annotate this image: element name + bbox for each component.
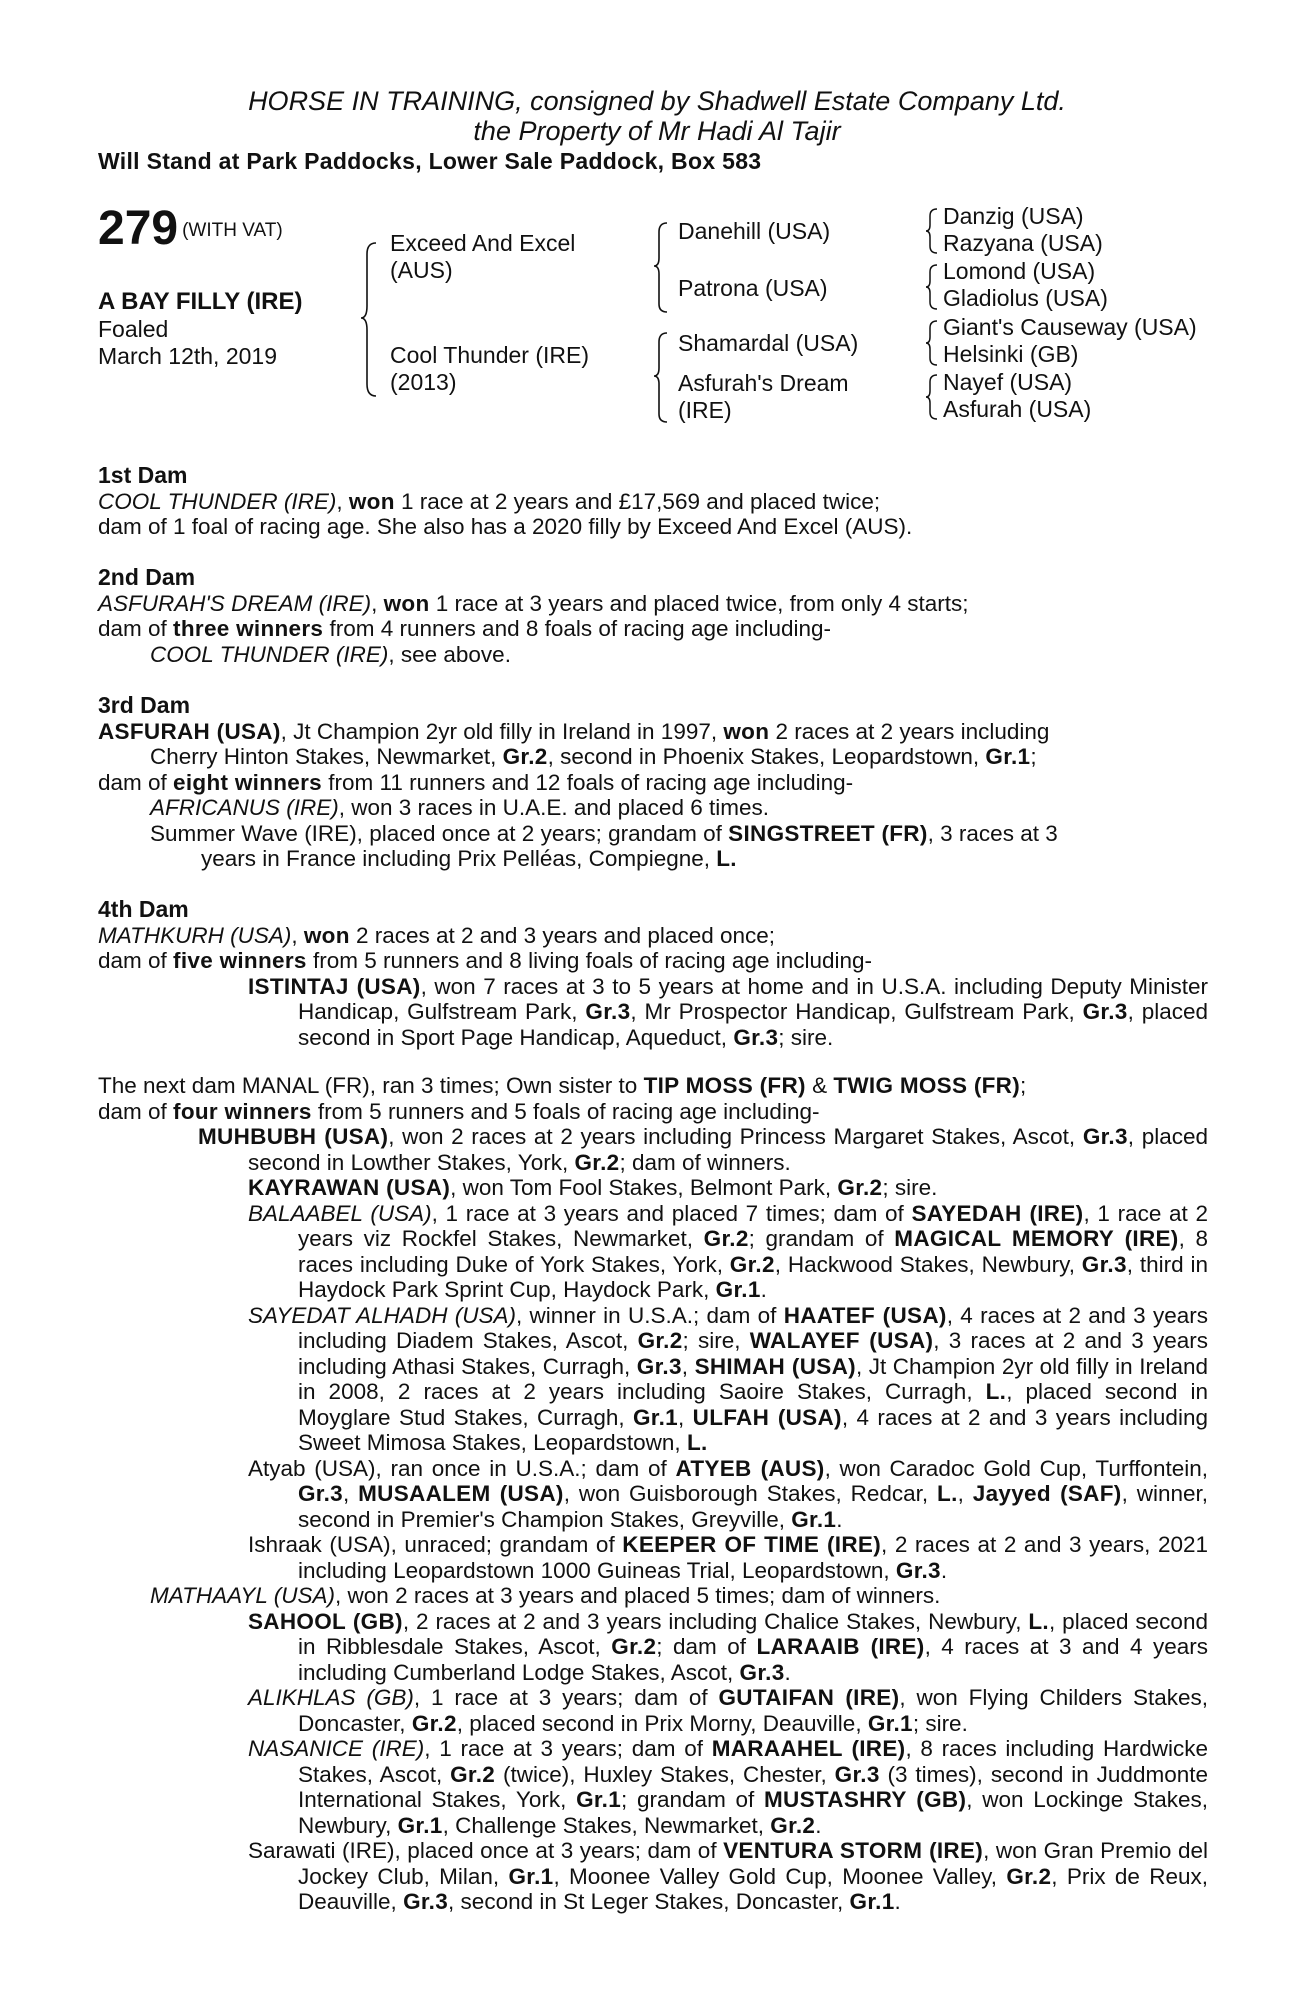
text: ; sire.: [882, 1175, 938, 1200]
text: , 1 race at 3 years; dam of: [424, 1736, 712, 1761]
text: , won 7 races at 3 to 5 years at home and in U.S.A. including Deputy Minister Handicap, Gulfstream Park,: [298, 973, 1209, 1024]
text: dam of: [98, 616, 174, 641]
progeny-name: KEEPER OF TIME (IRE): [622, 1532, 881, 1557]
progeny-africanus: [98, 795, 1208, 821]
text: from 11 runners and 12 foals of racing age including-: [321, 769, 854, 795]
progeny-name: ISTINTAJ (USA): [248, 973, 421, 999]
progeny-name: MUSTASHRY (GB): [764, 1787, 967, 1812]
dam-name-mathkurh: MATHKURH (USA): [98, 922, 292, 948]
text: dam of: [98, 948, 174, 973]
text: , Jt Champion 2yr old filly in Ireland in 1997,: [280, 718, 724, 744]
sire-name: Exceed And Excel: [390, 230, 576, 256]
text: , won Gran Premio del Jockey Club, Milan,: [298, 1838, 1208, 1889]
grade: Gr.2: [411, 1710, 457, 1736]
next-dam-produce: [98, 1099, 1208, 1125]
dam-name: Cool Thunder (IRE): [390, 342, 589, 368]
text: from 5 runners and 8 living foals of racing age including-: [306, 948, 873, 973]
grade: Gr.3: [834, 1761, 880, 1787]
text: ,: [342, 1481, 359, 1506]
text: ,: [681, 1353, 695, 1379]
grade: Gr.2: [770, 1812, 816, 1838]
progeny-alikhlas: [98, 1685, 1208, 1736]
grade: Gr.3: [585, 999, 631, 1024]
grade: L.: [937, 1481, 958, 1506]
text: years in France including Prix Pelléas, Compiegne,: [201, 846, 717, 871]
pedigree-dam-sire: Shamardal (USA): [678, 330, 859, 356]
progeny-name: SINGSTREET (FR): [728, 820, 928, 846]
progeny-name: ULFAH (USA): [692, 1404, 842, 1430]
text: , Jt Champion 2yr old filly in Ireland in 2008, 2 races at 2 years including Saoire Stakes, Curragh,: [298, 1353, 1209, 1404]
grade: Gr.2: [637, 1328, 683, 1353]
text: ;: [1030, 744, 1037, 769]
grade: L.: [1028, 1608, 1049, 1634]
text: .: [784, 1659, 791, 1685]
progeny-mathaayl: [98, 1583, 1208, 1609]
progeny-sarawati: [98, 1838, 1208, 1915]
grade: L.: [716, 846, 737, 871]
fourth-dam-produce: [98, 948, 1208, 974]
pedigree-dam-dam: [678, 370, 849, 424]
text: , 3 races at 2 and 3 years including Athasi Stakes, Curragh,: [298, 1328, 1208, 1379]
lot-number-block: [98, 203, 283, 257]
progeny-name: HAATEF (USA): [783, 1302, 947, 1328]
text: , 8 races including Duke of York Stakes, York,: [298, 1226, 1208, 1277]
grade: Gr.2: [837, 1175, 883, 1200]
text: .: [760, 1277, 767, 1302]
text: , 3 races at 3: [927, 820, 1058, 846]
text: Cherry Hinton Stakes, Newmarket,: [150, 744, 503, 769]
text: ,: [371, 590, 384, 616]
progeny-name: SAYEDAH (IRE): [911, 1200, 1084, 1226]
grade: Gr.1: [985, 744, 1031, 769]
winners-count: five winners: [173, 948, 307, 973]
text: , second in St Leger Stakes, Doncaster,: [448, 1889, 850, 1914]
text: , second in Phoenix Stakes, Leopardstown,: [547, 744, 986, 769]
second-dam-section: [98, 565, 1208, 667]
text: Sarawati (IRE), placed once at 3 years; dam of: [248, 1838, 724, 1863]
text: ; dam of: [656, 1634, 757, 1659]
text: , placed second in Ribblesdale Stakes, Ascot,: [298, 1608, 1208, 1659]
text: ; grandam of: [621, 1787, 764, 1812]
progeny-istintaj: [98, 974, 1208, 1051]
vat-note: (WITH VAT): [182, 220, 283, 241]
text: , 1 race at 2 years viz Rockfel Stakes, Newmarket,: [298, 1200, 1208, 1251]
text: , won Guisborough Stakes, Redcar,: [563, 1481, 938, 1506]
text: , Challenge Stakes, Newmarket,: [442, 1812, 771, 1838]
text: ,: [677, 1404, 693, 1430]
text: , placed second in Lowther Stakes, York,: [248, 1124, 1208, 1175]
progeny-name: MARAAHEL (IRE): [711, 1736, 906, 1761]
dam-dam-country: (IRE): [678, 397, 732, 423]
progeny-name: Jayyed (SAF): [972, 1481, 1122, 1506]
winners-count: three winners: [173, 616, 324, 641]
won-label: won: [348, 488, 395, 514]
text: ,: [957, 1481, 973, 1506]
dam-name-cool-thunder: COOL THUNDER (IRE): [98, 488, 337, 514]
text: &: [805, 1073, 834, 1098]
progeny-name: AFRICANUS (IRE): [150, 795, 339, 820]
text: , 1 race at 3 years; dam of: [413, 1685, 719, 1710]
text: 2 races at 2 years including: [769, 718, 1050, 744]
pedigree-sire-sire: Danehill (USA): [678, 218, 831, 244]
grade: Gr.1: [576, 1787, 622, 1812]
grade: L.: [985, 1379, 1007, 1404]
text: from 4 runners and 8 foals of racing age including-: [323, 616, 832, 641]
dam-year: (2013): [390, 369, 457, 395]
pedigree-bracket-ss: [925, 206, 941, 256]
consignor-line: HORSE IN TRAINING, consigned by Shadwell Estate Company Ltd.: [248, 86, 1066, 116]
text: .: [894, 1889, 901, 1914]
fourth-dam-section: [98, 897, 1208, 1050]
text: , winner in U.S.A.; dam of: [516, 1302, 784, 1328]
progeny-ishraak: [98, 1532, 1208, 1583]
third-dam-line-cont: [98, 744, 1208, 770]
grade: Gr.2: [450, 1761, 496, 1787]
pedigree-bracket-ds: [925, 318, 941, 368]
grade: Gr.2: [611, 1634, 657, 1659]
first-dam-section: [98, 463, 1208, 540]
grade: Gr.2: [703, 1226, 749, 1251]
progeny-name: VENTURA STORM (IRE): [723, 1838, 984, 1863]
text: , 2 races at 2 and 3 years, 2021 including Leopardstown 1000 Guineas Trial, Leopardstown,: [298, 1532, 1209, 1583]
text: 1 race at 2 years and £17,569 and placed twice;: [394, 488, 881, 514]
grade: Gr.2: [729, 1251, 775, 1277]
text: , Mr Prospector Handicap, Gulfstream Park,: [630, 999, 1083, 1024]
horse-name-twig-moss: TWIG MOSS (FR): [833, 1073, 1021, 1098]
progeny-kayrawan: [98, 1175, 1208, 1201]
grade: Gr.2: [574, 1149, 620, 1175]
pedigree-dds: Nayef (USA): [943, 369, 1073, 395]
text: , won 2 races at 2 years including Princess Margaret Stakes, Ascot,: [388, 1124, 1083, 1149]
grade: Gr.1: [715, 1277, 761, 1302]
progeny-name: ATYEB (AUS): [675, 1455, 825, 1481]
text: , 4 races at 2 and 3 years including Sweet Mimosa Stakes, Leopardstown,: [298, 1404, 1208, 1455]
winners-count: four winners: [173, 1098, 312, 1124]
progeny-name: MATHAAYL (USA): [150, 1583, 336, 1608]
text: .: [940, 1557, 948, 1583]
text: , Moonee Valley Gold Cup, Moonee Valley,: [553, 1863, 1007, 1889]
text: ; sire.: [912, 1710, 968, 1736]
dam-name-asfurahs-dream: ASFURAH'S DREAM (IRE): [98, 590, 372, 616]
text: ; sire,: [682, 1328, 750, 1353]
second-dam-produce: [98, 616, 1208, 642]
won-label: won: [303, 922, 350, 948]
foaled-info: [98, 316, 277, 370]
grade: Gr.2: [1006, 1863, 1052, 1889]
progeny-name: SAYEDAT ALHADH (USA): [248, 1302, 516, 1328]
grade: Gr.3: [403, 1889, 449, 1914]
text: , Prix de Reux, Deauville,: [298, 1863, 1209, 1914]
text: , won Flying Childers Stakes, Doncaster,: [298, 1685, 1208, 1736]
progeny-muhbubh: [98, 1124, 1208, 1175]
won-label: won: [383, 590, 430, 616]
pedigree-bracket-sire: [653, 220, 673, 320]
first-dam-line: [98, 489, 1208, 515]
text: ; sire.: [778, 1024, 834, 1050]
text: The next dam MANAL (FR), ran 3 times; Own sister to: [98, 1073, 644, 1098]
grade: Gr.3: [1082, 1124, 1128, 1149]
progeny-name: MUSAALEM (USA): [358, 1481, 564, 1506]
progeny-name: KAYRAWAN (USA): [248, 1175, 451, 1200]
progeny-sayedat-alhadh: [98, 1303, 1208, 1456]
grade: Gr.1: [791, 1506, 837, 1532]
pedigree-ddd: Asfurah (USA): [943, 396, 1092, 422]
text: .: [815, 1812, 822, 1838]
grade: Gr.3: [1081, 1251, 1127, 1277]
text: Ishraak (USA), unraced; grandam of: [248, 1532, 623, 1557]
foaled-date: March 12th, 2019: [98, 343, 278, 369]
text: ; dam of winners.: [619, 1149, 791, 1175]
text: , placed second in Moyglare Stud Stakes, Curragh,: [298, 1379, 1209, 1430]
text: , 8 races including Hardwicke Stakes, Ascot,: [298, 1736, 1208, 1787]
text: , placed second in Prix Morny, Deauville,: [456, 1710, 868, 1736]
progeny-name: LARAAIB (IRE): [756, 1634, 925, 1659]
winners-count: eight winners: [173, 769, 322, 795]
foaled-label: Foaled: [98, 316, 169, 342]
text: , Hackwood Stakes, Newbury,: [774, 1251, 1082, 1277]
progeny-summer-wave-cont: [98, 846, 1208, 872]
pedigree-dss: Giant's Causeway (USA): [943, 314, 1197, 340]
dam-name-asfurah: ASFURAH (USA): [98, 718, 281, 744]
next-dam-line: [98, 1073, 1208, 1099]
text: , won 3 races in U.A.E. and placed 6 times.: [338, 795, 769, 820]
pedigree-bracket-sd: [925, 262, 941, 312]
pedigree-dsd: Helsinki (GB): [943, 341, 1079, 367]
text: (twice), Huxley Stakes, Chester,: [495, 1761, 835, 1787]
text: ;: [1020, 1073, 1027, 1098]
second-dam-line: [98, 591, 1208, 617]
won-label: won: [723, 718, 770, 744]
grade: Gr.1: [508, 1863, 554, 1889]
pedigree-ssd: Razyana (USA): [943, 230, 1103, 256]
progeny-name: COOL THUNDER (IRE): [150, 641, 389, 667]
pedigree-sire: [390, 230, 575, 284]
text: (3 times), second in Juddmonte International Stakes, York,: [298, 1761, 1208, 1812]
pedigree-dam: [390, 342, 589, 396]
progeny-sahool: [98, 1609, 1208, 1686]
progeny-summer-wave: [98, 821, 1208, 847]
text: ; grandam of: [748, 1226, 895, 1251]
text: 2 races at 2 and 3 years and placed once;: [349, 922, 776, 948]
pedigree-bracket-dd: [925, 372, 941, 422]
text: Summer Wave (IRE), placed once at 2 years; grandam of: [150, 820, 729, 846]
pedigree-bracket-dam: [653, 330, 673, 430]
progeny-atyab: [98, 1456, 1208, 1533]
text: dam of: [98, 769, 174, 795]
text: dam of: [98, 1098, 174, 1124]
third-dam-section: [98, 693, 1208, 872]
fourth-dam-line: [98, 923, 1208, 949]
text: , placed second in Sport Page Handicap, Aqueduct,: [298, 999, 1208, 1050]
text: , winner, second in Premier's Champion Stakes, Greyville,: [298, 1481, 1208, 1532]
pedigree-sire-dam: Patrona (USA): [678, 275, 828, 301]
progeny-name: MUHBUBH (USA): [198, 1124, 389, 1149]
pedigree-bracket-main: [360, 240, 390, 400]
horse-name: A BAY FILLY (IRE): [98, 288, 303, 315]
progeny-name: ALIKHLAS (GB): [248, 1685, 414, 1710]
fourth-dam-heading: 4th Dam: [98, 896, 189, 922]
progeny-balaabel: [98, 1201, 1208, 1303]
first-dam-heading: 1st Dam: [98, 462, 188, 488]
pedigree-sds: Lomond (USA): [943, 258, 1096, 284]
text: , won Caradoc Gold Cup, Turffontein,: [824, 1455, 1208, 1481]
third-dam-line: [98, 719, 1208, 745]
property-line: the Property of Mr Hadi Al Tajir: [473, 116, 841, 146]
progeny-name: NASANICE (IRE): [248, 1736, 425, 1761]
text: , see above.: [388, 641, 511, 667]
progeny-name: WALAYEF (USA): [749, 1328, 934, 1353]
text: , 2 races at 2 and 3 years including Chalice Stakes, Newbury,: [402, 1608, 1029, 1634]
dam-dam-name: Asfurah's Dream: [678, 370, 849, 396]
horse-name-tip-moss: TIP MOSS (FR): [643, 1073, 806, 1098]
text: .: [836, 1506, 843, 1532]
third-dam-heading: 3rd Dam: [98, 692, 191, 718]
grade: Gr.3: [636, 1353, 682, 1379]
stand-location: Will Stand at Park Paddocks, Lower Sale Paddock, Box 583: [98, 148, 762, 174]
progeny-name: BALAABEL (USA): [248, 1200, 432, 1226]
second-dam-progeny: [98, 642, 1208, 668]
grade: Gr.3: [895, 1557, 941, 1583]
text: 1 race at 3 years and placed twice, from only 4 starts;: [429, 590, 969, 616]
text: , 1 race at 3 years and placed 7 times; dam of: [431, 1200, 912, 1226]
grade: Gr.3: [733, 1024, 779, 1050]
text: ,: [291, 922, 304, 948]
third-dam-produce: [98, 770, 1208, 796]
progeny-name: MAGICAL MEMORY (IRE): [894, 1226, 1179, 1251]
grade: Gr.1: [633, 1404, 678, 1430]
next-dam-section: [98, 1073, 1208, 1915]
text: , won 2 races at 3 years and placed 5 times; dam of winners.: [335, 1583, 941, 1608]
grade: Gr.3: [298, 1481, 343, 1506]
grade: Gr.3: [739, 1659, 785, 1685]
pedigree-sdd: Gladiolus (USA): [943, 285, 1108, 311]
grade: Gr.1: [397, 1812, 443, 1838]
grade: Gr.3: [1082, 999, 1128, 1024]
progeny-name: GUTAIFAN (IRE): [718, 1685, 900, 1710]
second-dam-heading: 2nd Dam: [98, 564, 196, 590]
text: Atyab (USA), ran once in U.S.A.; dam of: [248, 1455, 676, 1481]
grade: L.: [686, 1430, 708, 1455]
sire-country: (AUS): [390, 257, 453, 283]
text: , won Lockinge Stakes, Newbury,: [298, 1787, 1209, 1838]
grade: Gr.1: [849, 1889, 895, 1914]
progeny-nasanice: [98, 1736, 1208, 1838]
grade: Gr.2: [502, 744, 548, 769]
text: from 5 runners and 5 foals of racing age including-: [311, 1098, 820, 1124]
text: , 4 races at 3 and 4 years including Cumberland Lodge Stakes, Ascot,: [298, 1634, 1208, 1685]
progeny-name: SHIMAH (USA): [694, 1353, 856, 1379]
text: , 4 races at 2 and 3 years including Diadem Stakes, Ascot,: [298, 1302, 1208, 1353]
grade: Gr.1: [867, 1710, 913, 1736]
lot-number: 279: [98, 202, 179, 255]
text: , won Tom Fool Stakes, Belmont Park,: [450, 1175, 838, 1200]
progeny-name: SAHOOL (GB): [248, 1608, 403, 1634]
first-dam-produce: dam of 1 foal of racing age. She also has a 2020 filly by Exceed And Excel (AUS).: [98, 514, 913, 539]
pedigree-sss: Danzig (USA): [943, 203, 1084, 229]
text: ,: [336, 488, 349, 514]
text: , third in Haydock Park Sprint Cup, Haydock Park,: [298, 1251, 1208, 1302]
